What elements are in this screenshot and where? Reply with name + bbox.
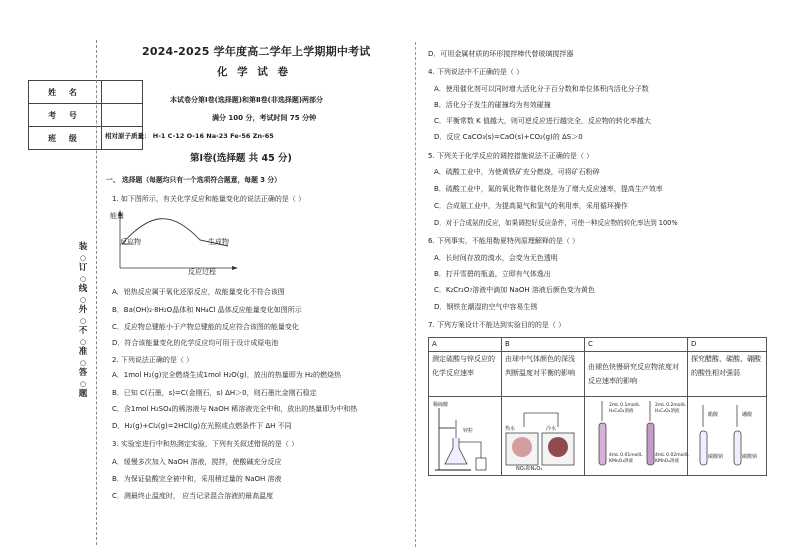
q2-option-b[interactable]: B．已知 C(石墨，s)=C(金刚石，s) ΔH＞0，则石墨比金刚石稳定 <box>112 389 317 397</box>
q3-option-a[interactable]: A．缓慢多次加入 NaOH 溶液，搅拌，使酸碱充分反应 <box>112 458 282 466</box>
fig-c-label-c2: KMnO₄溶液 <box>609 459 634 464</box>
name-label: 姓 名 <box>29 81 102 104</box>
fig-b-label-hot: 热水 <box>505 426 516 432</box>
q7-stem: 7. 下列方案设计不能达到实验目的的是（ ） <box>428 321 566 329</box>
fig-c-label-d: 4mL 0.02mol/L <box>655 453 689 458</box>
number-field[interactable] <box>102 104 143 127</box>
q1-option-b[interactable]: B．Ba(OH)₂·8H₂O晶体和 NH₄Cl 晶体反应能量变化如图所示 <box>112 306 302 314</box>
q3-stem: 3. 实验室进行中和热测定实验，下列有关叙述错误的是（ ） <box>112 440 299 448</box>
q7-purpose-d: 探究醋酸、碳酸、硼酸的酸性相对强弱 <box>688 352 767 397</box>
q6-stem: 6. 下列事实，不能用勒夏特列原理解释的是（ ） <box>428 237 580 245</box>
fig-c-label-a2: H₂C₂O₄溶液 <box>609 409 634 414</box>
q7-purpose-b: 由球中气体颜色的深浅判断温度对平衡的影响 <box>502 352 585 397</box>
q1-graph-reactant: 反应物 <box>120 238 141 246</box>
intro-line: 本试卷分第Ⅰ卷(选择题)和第Ⅱ卷(非选择题)两部分 <box>170 96 324 104</box>
q7-header-c[interactable]: C <box>585 338 688 352</box>
q3-option-d[interactable]: D．可用金属材质的环形搅拌棒代替玻璃搅拌器 <box>428 50 574 58</box>
q5-option-c[interactable]: C．合成氨工业中，为提高氮气和氢气的利用率，采用循环操作 <box>434 202 628 210</box>
q4-option-d[interactable]: D．反应 CaCO₃(s)=CaO(s)+CO₂(g)的 ΔS＞0 <box>434 133 583 141</box>
q6-option-d[interactable]: D．钢铁在潮湿的空气中容易生锈 <box>434 303 538 311</box>
name-field[interactable] <box>102 81 143 104</box>
fig-d-label-boric: 硼酸 <box>742 412 753 418</box>
q7-figure-a <box>429 397 502 476</box>
q7-figure-b <box>502 397 585 476</box>
q7-header-b[interactable]: B <box>502 338 585 352</box>
fig-c-label-d2: KMnO₄溶液 <box>655 459 680 464</box>
column-divider <box>415 42 416 547</box>
q6-option-b[interactable]: B．打开雪碧的瓶盖，立即有气体逸出 <box>434 270 551 278</box>
q2-stem: 2. 下列说法正确的是（ ） <box>112 356 194 364</box>
q4-option-a[interactable]: A．使用催化剂可以同时增大活化分子百分数和单位体积内活化分子数 <box>434 85 649 93</box>
fig-a-label-zinc: 锌粒 <box>463 428 474 434</box>
q5-option-a[interactable]: A．硫酸工业中，为使黄铁矿充分燃烧，可将矿石粉碎 <box>434 168 600 176</box>
q2-option-c[interactable]: C．含1mol H₂SO₄的稀溶液与 NaOH 稀溶液完全中和，放出的热量即为中和热 <box>112 405 358 413</box>
section1-part: 一、 选择题（每题均只有一个选项符合题意，每题 3 分） <box>106 176 281 184</box>
beaker-bulbs-icon <box>502 397 578 473</box>
q1-option-a[interactable]: A．铝热反应属于氧化还原反应，故能量变化不符合该图 <box>112 288 285 296</box>
score-line: 满分 100 分，考试时间 75 分钟 <box>212 114 317 122</box>
q1-option-c[interactable]: C．反应物总键能小于产物总键能的反应符合该图的能量变化 <box>112 323 299 331</box>
q7-header-a[interactable]: A <box>429 338 502 352</box>
q4-stem: 4. 下列说法中不正确的是（ ） <box>428 68 524 76</box>
binding-line-notice: 装 ○ 订 ○ 线 ○ 外 ○ 不 ○ 准 ○ 答 ○ 题 <box>78 242 88 399</box>
q7-purpose-a: 测定硫酸与锌反应的化学反应速率 <box>429 352 502 397</box>
q4-option-c[interactable]: C．平衡常数 K 值越大，则可逆反应进行越完全，反应物的转化率越大 <box>434 117 651 125</box>
q1-option-d[interactable]: D．符合该能量变化的化学反应均可用于设计成原电池 <box>112 339 279 347</box>
fig-d-label-carbonate1: 碳酸钠 <box>708 454 724 460</box>
number-label: 考 号 <box>29 104 102 127</box>
binding-dashed-line <box>96 40 97 545</box>
q1-graph-ylabel: 能量 <box>110 212 124 220</box>
fig-c-label-b: 2mL 0.2mol/L <box>655 403 686 408</box>
q7-options-table <box>428 337 767 476</box>
q3-option-b[interactable]: B．为保证盐酸完全被中和，采用稍过量的 NaOH 溶液 <box>112 475 282 483</box>
fig-b-label-cold: 冷水 <box>546 426 557 432</box>
fig-d-label-carbonate2: 碳酸钠 <box>742 454 758 460</box>
q7-header-d[interactable]: D <box>688 338 767 352</box>
q5-stem: 5. 下列关于化学反应的调控措施说法不正确的是（ ） <box>428 152 594 160</box>
q1-stem: 1. 如下图所示，有关化学反应和能量变化的说法正确的是（ ） <box>112 195 306 203</box>
q5-option-b[interactable]: B．硫酸工业中，氮的氧化物作催化剂是为了增大反应速率，提高生产效率 <box>434 185 663 193</box>
fig-d-label-acetic: 醋酸 <box>708 412 719 418</box>
section1-title: 第Ⅰ卷(选择题 共 45 分) <box>190 153 292 164</box>
fig-c-label-b2: H₂C₂O₄溶液 <box>655 409 680 414</box>
fig-c-label-c: 4mL 0.01mol/L <box>609 453 643 458</box>
fig-b-label-gas: NO₂和N₂O₄ <box>516 466 543 472</box>
q2-option-a[interactable]: A．1mol H₂(g)完全燃烧生成1mol H₂O(g)，放出的热量即为 H₂的燃烧热 <box>112 371 341 379</box>
q7-figure-d <box>688 397 767 476</box>
q1-graph-product: 生成物 <box>208 238 229 246</box>
exam-title: 2024-2025 学年度高二学年上学期期中考试 <box>142 45 371 58</box>
class-label: 班 级 <box>29 127 102 150</box>
subject-title: 化 学 试 卷 <box>217 66 291 78</box>
q2-option-d[interactable]: D．H₂(g)+Cl₂(g)=2HCl(g)在光照或点燃条件下 ΔH 不同 <box>112 422 292 430</box>
q7-figure-c <box>585 397 688 476</box>
atomic-mass-line: 相对原子质量： H-1 C-12 O-16 Na-23 Fe-56 Zn-65 <box>105 132 274 140</box>
q6-option-c[interactable]: C．K₂Cr₂O₇溶液中滴加 NaOH 溶液后颜色变为黄色 <box>434 286 595 294</box>
q4-option-b[interactable]: B．活化分子发生的碰撞均为有效碰撞 <box>434 101 551 109</box>
q5-option-d[interactable]: D．对于合成氨的反应，如果调控好反应条件，可使一种反应物的转化率达到 100% <box>434 219 678 227</box>
q3-option-c[interactable]: C．测最终止温度时， 应当记录混合溶液的最高温度 <box>112 492 274 500</box>
q1-graph-xlabel: 反应过程 <box>188 268 216 276</box>
fig-a-label-acid: 稀硫酸 <box>433 402 449 408</box>
fig-c-label-a: 2mL 0.1mol/L <box>609 403 640 408</box>
q6-option-a[interactable]: A．长时间存放的溴水，会变为无色透明 <box>434 254 558 262</box>
q7-purpose-c: 由褪色快慢研究反应物浓度对反应速率的影响 <box>585 352 688 397</box>
